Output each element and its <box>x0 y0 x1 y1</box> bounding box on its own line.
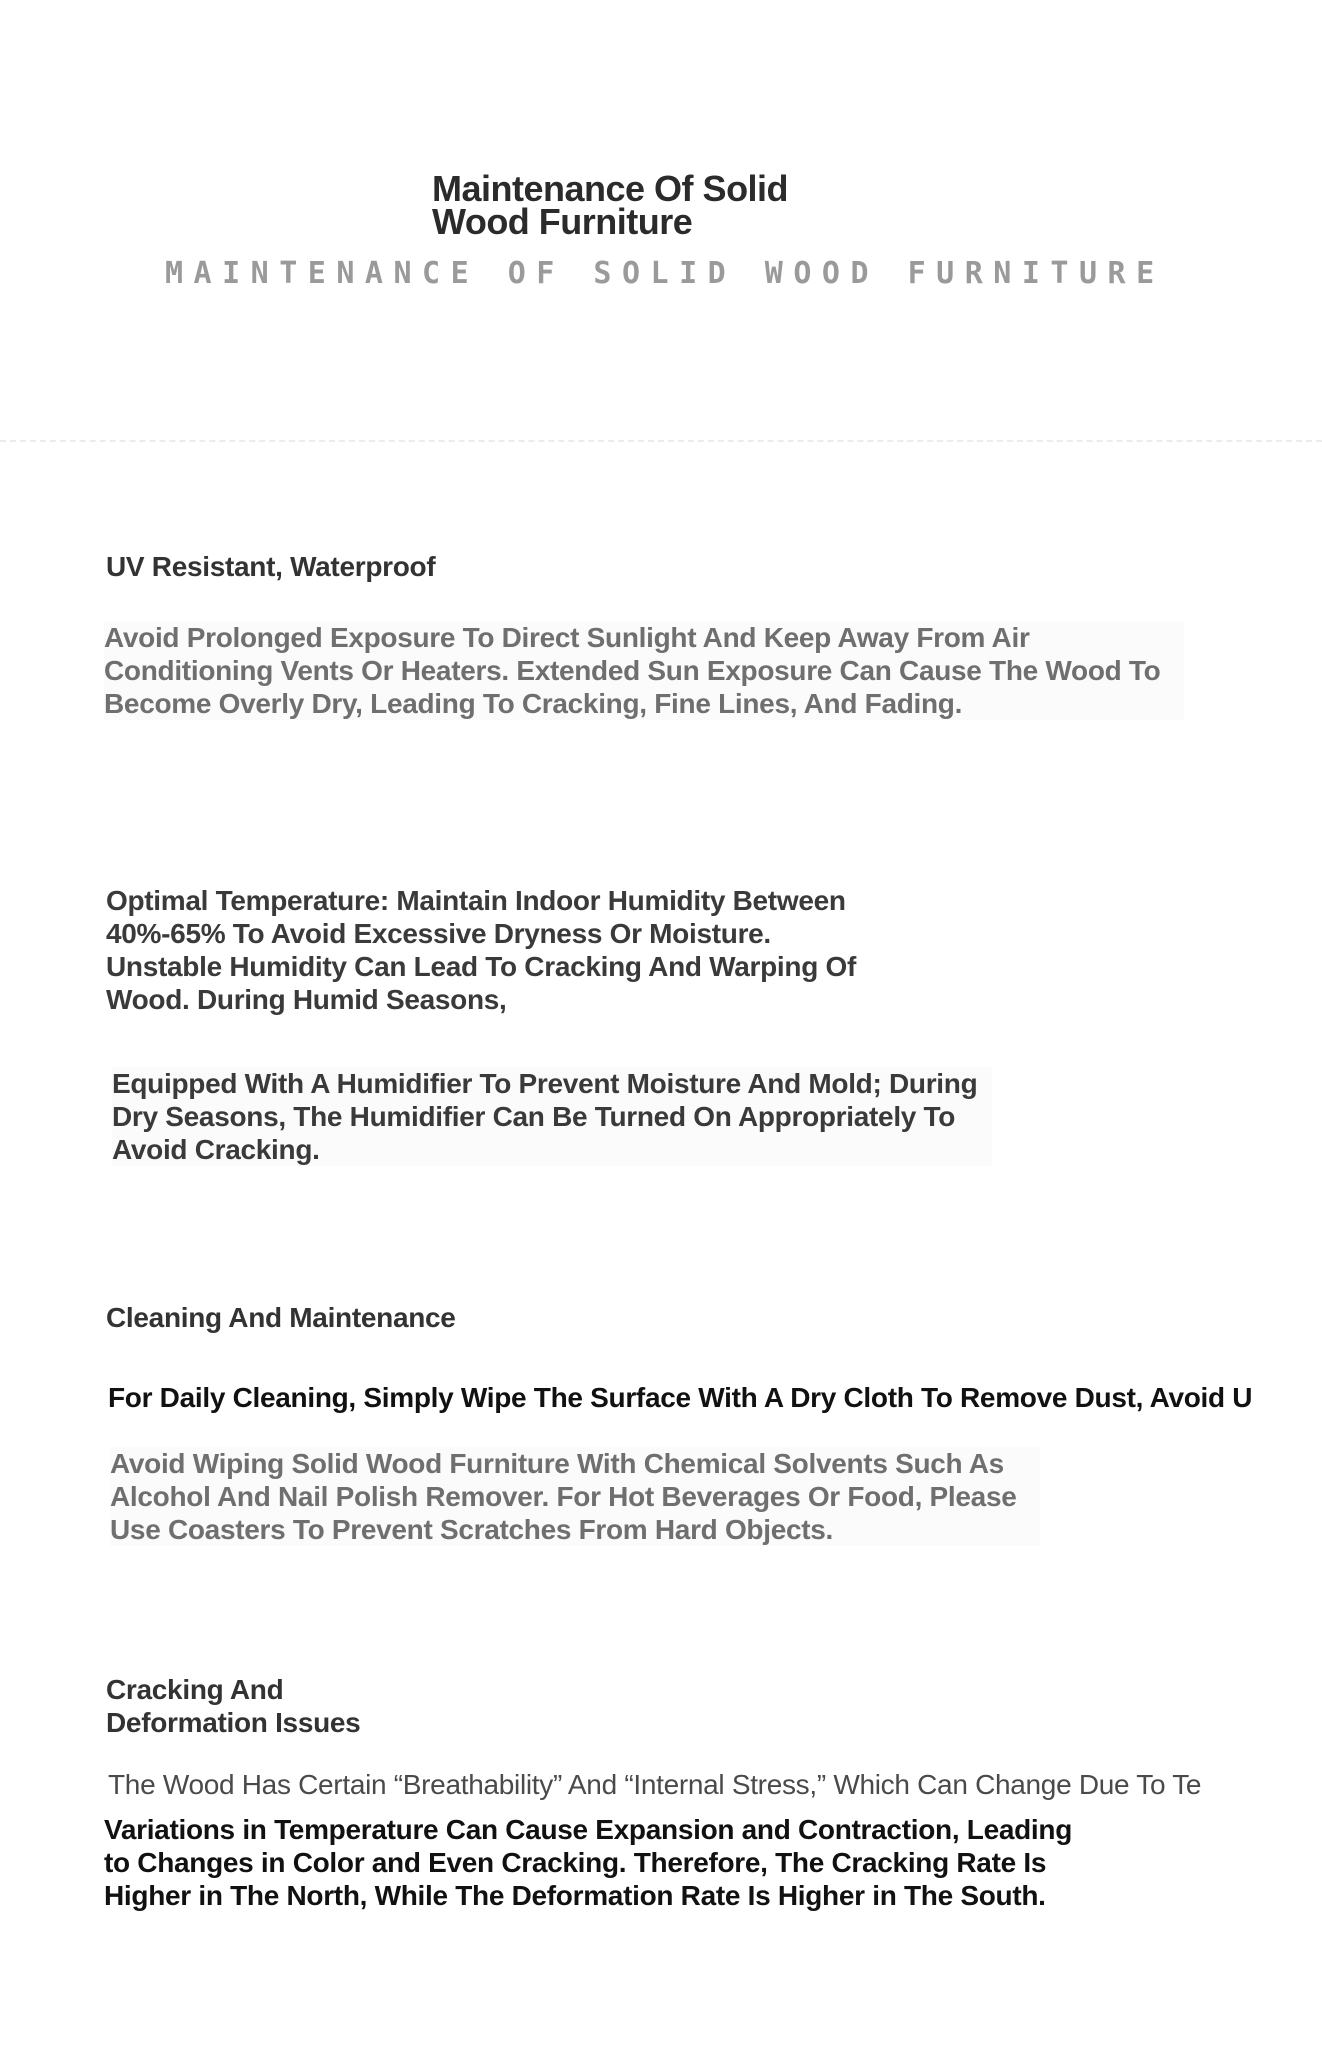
cleaning-heading: Cleaning And Maintenance <box>106 1302 456 1333</box>
cleaning-body-2: Avoid Wiping Solid Wood Furniture With Chemical Solvents Such As Alcohol And Nail Polish Remover. For Hot Beverages Or Food, Please Use Coasters To Prevent Scratches From Hard Objects. <box>110 1447 1040 1546</box>
page-subtitle: MAINTENANCE OF SOLID WOOD FURNITURE <box>165 256 1165 291</box>
temperature-body-1: Optimal Temperature: Maintain Indoor Humidity Between 40%-65% To Avoid Excessive Dryness Or Moisture. Unstable Humidity Can Lead To Cracking And Warping Of Wood. During Humid Seasons, <box>106 885 856 1015</box>
cracking-heading: Cracking And Deformation Issues <box>106 1674 361 1738</box>
page-title: Maintenance Of Solid Wood Furniture <box>432 168 789 242</box>
temperature-body-2: Equipped With A Humidifier To Prevent Moisture And Mold; During Dry Seasons, The Humidifier Can Be Turned On Appropriately To Avoid Cracking. <box>112 1067 992 1166</box>
cleaning-body-1: For Daily Cleaning, Simply Wipe The Surface With A Dry Cloth To Remove Dust, Avoid U <box>108 1382 1253 1413</box>
cracking-body-1: The Wood Has Certain “Breathability” And “Internal Stress,” Which Can Change Due To Te <box>108 1769 1202 1800</box>
uv-body: Avoid Prolonged Exposure To Direct Sunlight And Keep Away From Air Conditioning Vents Or Heaters. Extended Sun Exposure Can Cause The Wood To Become Overly Dry, Leading To Cracking, Fine Lines, And Fading. <box>104 621 1184 720</box>
cracking-body-2: Variations in Temperature Can Cause Expansion and Contraction, Leading to Changes in Color and Even Cracking. Therefore, The Cracking Rate Is Higher in The North, While The Deformation Rate Is Higher in The South. <box>104 1814 1073 1911</box>
uv-heading: UV Resistant, Waterproof <box>106 551 436 582</box>
section-divider <box>0 440 1322 442</box>
